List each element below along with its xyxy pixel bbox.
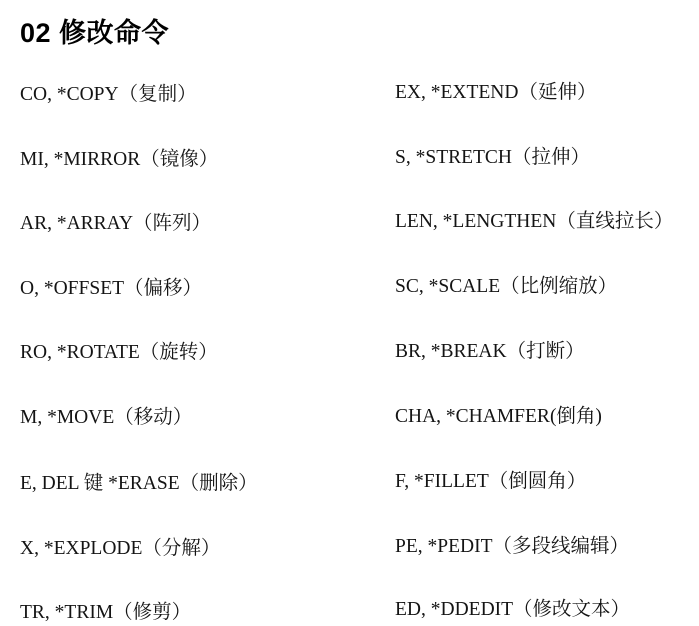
command-lengthen: LEN, *LENGTHEN（直线拉长） [395,211,674,232]
command-rotate: RO, *ROTATE（旋转） [20,342,218,363]
command-pedit: PE, *PEDIT（多段线编辑） [395,536,630,557]
command-fillet: F, *FILLET（倒圆角） [395,471,587,492]
command-mirror: MI, *MIRROR（镜像） [20,149,219,170]
command-array: AR, *ARRAY（阵列） [20,213,212,234]
command-erase: E, DEL 键 *ERASE（删除） [20,473,258,494]
command-break: BR, *BREAK（打断） [395,341,585,362]
section-title: 02 修改命令 [20,18,170,48]
command-stretch: S, *STRETCH（拉伸） [395,147,591,168]
command-move: M, *MOVE（移动） [20,407,193,428]
command-explode: X, *EXPLODE（分解） [20,538,221,559]
command-trim: TR, *TRIM（修剪） [20,602,192,623]
command-copy: CO, *COPY（复制） [20,84,197,105]
command-offset: O, *OFFSET（偏移） [20,278,203,299]
command-extend: EX, *EXTEND（延伸） [395,82,597,103]
command-scale: SC, *SCALE（比例缩放） [395,276,618,297]
command-ddedit: ED, *DDEDIT（修改文本） [395,599,631,620]
command-chamfer: CHA, *CHAMFER(倒角) [395,406,602,427]
